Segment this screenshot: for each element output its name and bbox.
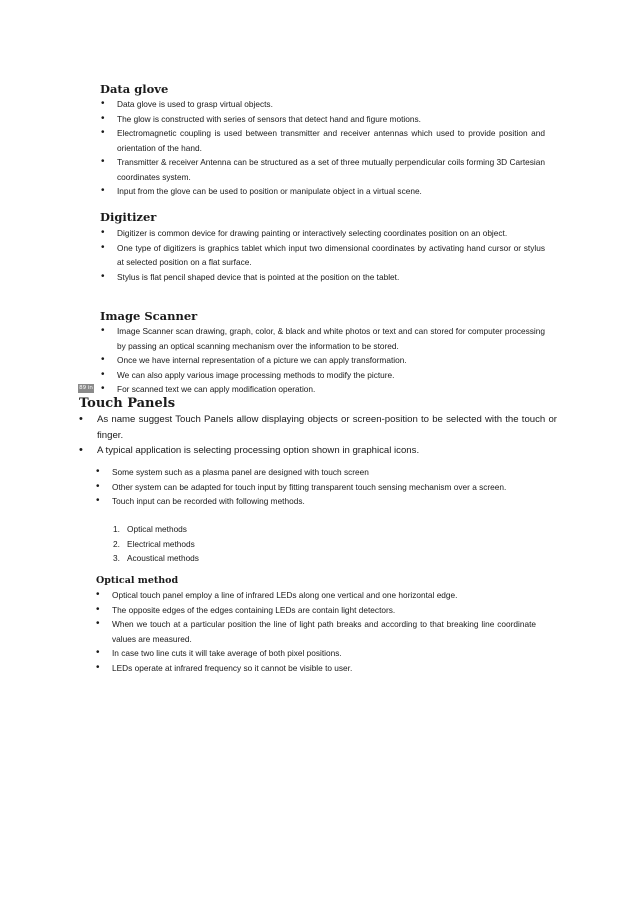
touch-panels-sub-list — [112, 465, 536, 509]
list-item: • Optical touch panel employ a line of infrared LEDs along one vertical and one horizontal edge. — [112, 588, 536, 603]
list-item: • When we touch at a particular position the line of light path breaks and according to that breaking line coordinate values are measured. — [112, 617, 536, 646]
list-item: • Some system such as a plasma panel are designed with touch screen — [112, 465, 536, 480]
list-item: 2. Electrical methods — [113, 538, 195, 549]
list-item: • In case two line cuts it will take average of both pixel positions. — [112, 646, 536, 661]
list-item: 1. Optical methods — [113, 524, 187, 534]
list-item: • LEDs operate at infrared frequency so it cannot be visible to user. — [112, 661, 536, 676]
list-item: • Transmitter & receiver Antenna can be structured as a set of three mutually perpendicular coils forming 3D Cartesian coordinates system. — [117, 155, 545, 184]
touch-panels-main-list — [97, 412, 557, 459]
list-item: • Electromagnetic coupling is used between transmitter and receiver antennas which used to provide position and orientation of the hand. — [117, 126, 545, 155]
list-item: • We can also apply various image processing methods to modify the picture. — [117, 368, 545, 383]
list-item: • Input from the glove can be used to position or manipulate object in a virtual scene. — [117, 184, 545, 199]
list-item: • Once we have internal representation of a picture we can apply transformation. — [117, 353, 545, 368]
touch-panels-heading: Touch Panels — [79, 396, 176, 411]
data-glove-list — [117, 97, 545, 199]
image-scanner-list — [117, 324, 545, 397]
data-glove-heading: Data glove — [100, 82, 169, 96]
list-item: • Other system can be adapted for touch input by fitting transparent touch sensing mechanism over a screen. — [112, 480, 536, 495]
digitizer-heading: Digitizer — [100, 210, 157, 224]
optical-method-heading: Optical method — [96, 575, 179, 586]
image-scanner-heading: Image Scanner — [100, 309, 198, 323]
list-item: • The glow is constructed with series of sensors that detect hand and figure motions. — [117, 112, 545, 127]
list-item: 3. Acoustical methods — [113, 553, 199, 563]
list-item: • For scanned text we can apply modification operation. — [117, 382, 545, 397]
list-item: • Image Scanner scan drawing, graph, color, & black and white photos or text and can stored for computer processing by passing an optical scanning mechanism over the information to be stored. — [117, 324, 545, 353]
list-item: • Stylus is flat pencil shaped device that is pointed at the position on the tablet. — [117, 270, 545, 285]
list-item: • Touch input can be recorded with following methods. — [112, 494, 536, 509]
page-number-badge: 89 in — [79, 385, 93, 391]
digitizer-list — [117, 226, 545, 284]
list-item: • As name suggest Touch Panels allow displaying objects or screen-position to be selected with the touch or finger. — [97, 412, 557, 443]
list-item: • Data glove is used to grasp virtual objects. — [117, 97, 545, 112]
list-item: • One type of digitizers is graphics tablet which input two dimensional coordinates by activating hand cursor or stylus at selected position on a flat surface. — [117, 241, 545, 270]
list-item: • The opposite edges of the edges containing LEDs are contain light detectors. — [112, 603, 536, 618]
list-item: • A typical application is selecting processing option shown in graphical icons. — [97, 443, 557, 459]
list-item: • Digitizer is common device for drawing painting or interactively selecting coordinates position on an object. — [117, 226, 545, 241]
touch-methods-list — [113, 522, 199, 566]
optical-method-list — [112, 588, 536, 675]
